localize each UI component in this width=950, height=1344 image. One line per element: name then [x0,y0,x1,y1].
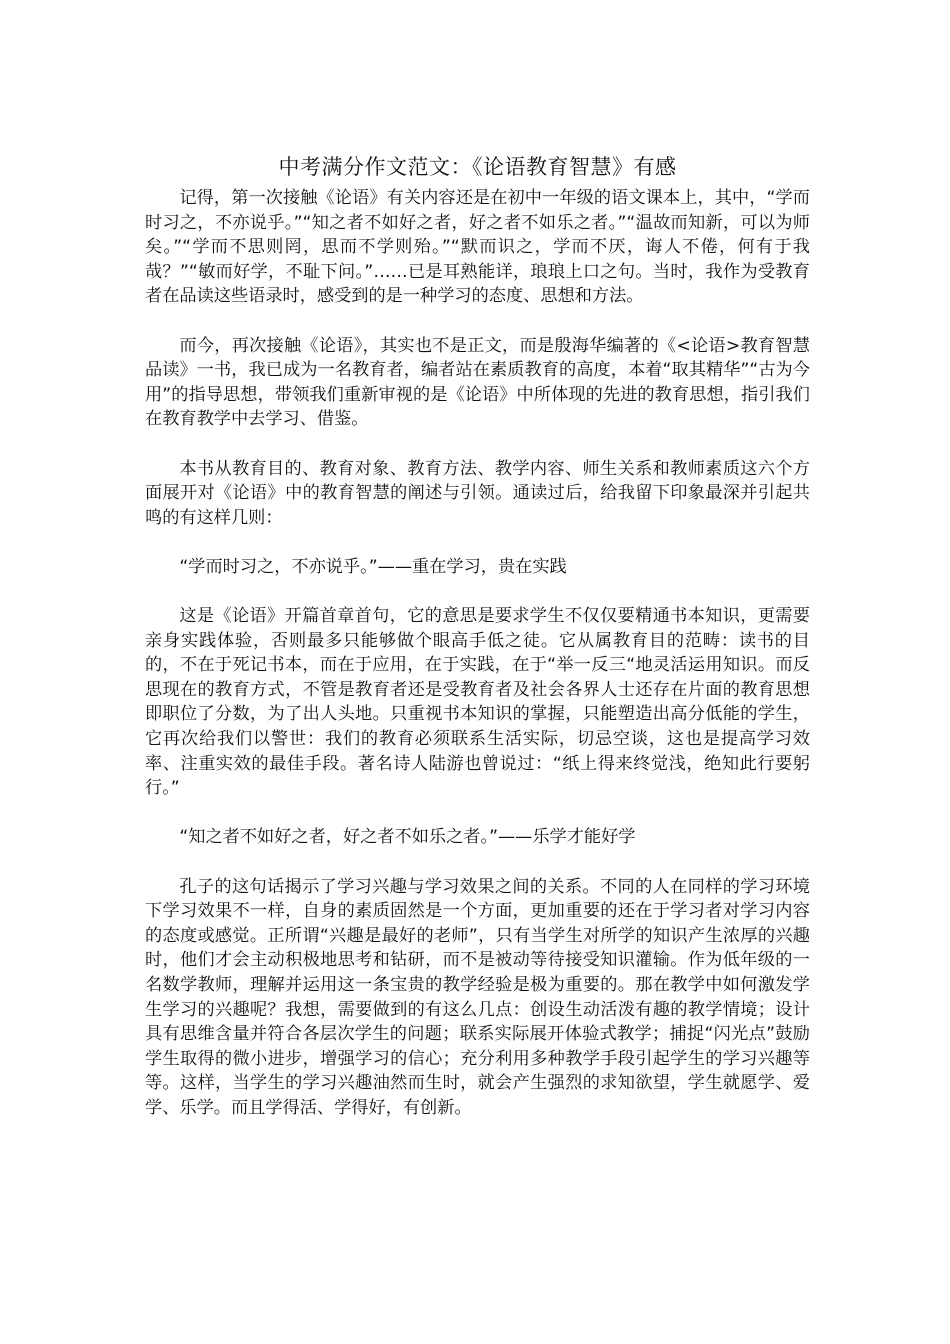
paragraph-3: 本书从教育目的、教育对象、教育方法、教学内容、师生关系和教师素质这六个方面展开对《论语》中的教育智慧的阐述与引领。通读过后，给我留下印象最深并引起共鸣的有这样几则： [145,458,810,528]
paragraph-1: 记得，第一次接触《论语》有关内容还是在初中一年级的语文课本上，其中，“学而时习之，不亦说乎。”“知之者不如好之者，好之者不如乐之者。”“温故而知新，可以为师矣。”“学而不思则罔，思而不学则殆。”“默而识之，学而不厌，诲人不倦，何有于我哉？”“敏而好学，不耻下问。”……已是耳熟能详，琅琅上口之句。当时，我作为受教育者在品读这些语录时，感受到的是一种学习的态度、思想和方法。 [145,188,810,307]
document-page [145,152,810,1121]
document-title: 中考满分作文范文：《论语教育智慧》有感 [278,155,677,179]
section-heading-2: “知之者不如好之者，好之者不如乐之者。”——乐学才能好学 [179,827,636,848]
paragraph-4: 这是《论语》开篇首章首句，它的意思是要求学生不仅仅要精通书本知识，更需要亲身实践体验，否则最多只能够做个眼高手低之徒。它从属教育目的范畴：读书的目的，不在于死记书本，而在于应用，在于实践，在于“举一反三“地灵活运用知识。而反思现在的教育方式，不管是教育者还是受教育者及社会各界人士还存在片面的教育思想即职位了分数，为了出人头地。只重视书本知识的掌握，只能塑造出高分低能的学生，它再次给我们以警世：我们的教育必须联系生活实际，切忌空谈，这也是提高学习效率、注重实效的最佳手段。著名诗人陆游也曾说过：“纸上得来终觉浅，绝知此行要躬行。” [145,606,810,799]
section-heading-1: “学而时习之，不亦说乎。”——重在学习，贵在实践 [179,556,567,577]
paragraph-2: 而今，再次接触《论语》，其实也不是正文，而是殷海华编著的《<论语>教育智慧品读》一书，我已成为一名教育者，编者站在素质教育的高度，本着“取其精华”“古为今用”的指导思想，带领我们重新审视的是《论语》中所体现的先进的教育思想，指引我们在教育教学中去学习、借鉴。 [145,335,810,430]
paragraph-5: 孔子的这句话揭示了学习兴趣与学习效果之间的关系。不同的人在同样的学习环境下学习效果不一样，自身的素质固然是一个方面，更加重要的还在于学习者对学习内容的态度或感觉。正所谓“兴趣是最好的老师”，只有当学生对所学的知识产生浓厚的兴趣时，他们才会主动积极地思考和钻研，而不是被动等待接受知识灌输。作为低年级的一名数学教师，理解并运用这一条宝贵的教学经验是极为重要的。那在教学中如何激发学生学习的兴趣呢？我想，需要做到的有这么几点：创设生动活泼有趣的教学情境；设计具有思维含量并符合各层次学生的问题；联系实际展开体验式教学；捕捉“闪光点”鼓励学生取得的微小进步，增强学习的信心；充分利用多种教学手段引起学生的学习兴趣等等。这样，当学生的学习兴趣油然而生时，就会产生强烈的求知欲望，学生就愿学、爱学、乐学。而且学得活、学得好，有创新。 [145,876,810,1118]
